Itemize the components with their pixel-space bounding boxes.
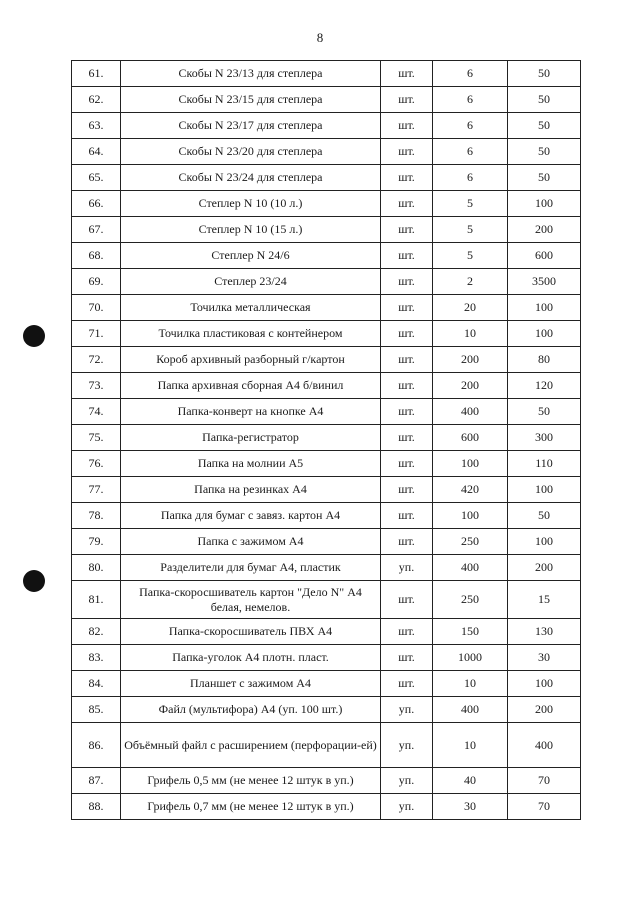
- item-quantity: 100: [433, 451, 508, 477]
- item-number: 65.: [72, 165, 121, 191]
- table-row: [72, 61, 581, 87]
- table-row: [72, 425, 581, 451]
- table-row: [72, 619, 581, 645]
- item-quantity: 1000: [433, 645, 508, 671]
- item-price: 3500: [508, 269, 581, 295]
- item-name: Папка-уголок А4 плотн. пласт.: [121, 645, 381, 671]
- item-quantity: 250: [433, 529, 508, 555]
- item-unit: шт.: [381, 399, 433, 425]
- item-price: 100: [508, 477, 581, 503]
- item-number: 83.: [72, 645, 121, 671]
- item-unit: шт.: [381, 503, 433, 529]
- item-name: Скобы N 23/17 для степлера: [121, 113, 381, 139]
- table-row: [72, 243, 581, 269]
- item-name: Точилка пластиковая с контейнером: [121, 321, 381, 347]
- table-row: [72, 697, 581, 723]
- item-name: Объёмный файл с расширением (перфорации-ей): [121, 723, 381, 768]
- table-row: [72, 269, 581, 295]
- item-price: 100: [508, 321, 581, 347]
- item-quantity: 6: [433, 165, 508, 191]
- item-unit: шт.: [381, 373, 433, 399]
- item-quantity: 5: [433, 243, 508, 269]
- table-row: [72, 321, 581, 347]
- item-quantity: 600: [433, 425, 508, 451]
- item-number: 72.: [72, 347, 121, 373]
- table-row: [72, 191, 581, 217]
- table-row: [72, 347, 581, 373]
- item-price: 50: [508, 503, 581, 529]
- table-row: [72, 295, 581, 321]
- item-unit: шт.: [381, 645, 433, 671]
- table-row: [72, 581, 581, 619]
- item-number: 62.: [72, 87, 121, 113]
- item-name: Скобы N 23/13 для степлера: [121, 61, 381, 87]
- punch-hole-mark: [23, 570, 45, 592]
- items-table: [71, 60, 581, 820]
- item-quantity: 200: [433, 347, 508, 373]
- table-row: [72, 645, 581, 671]
- table-row: [72, 671, 581, 697]
- item-number: 64.: [72, 139, 121, 165]
- item-quantity: 400: [433, 555, 508, 581]
- item-number: 63.: [72, 113, 121, 139]
- item-name: Папка-конверт на кнопке А4: [121, 399, 381, 425]
- item-price: 130: [508, 619, 581, 645]
- item-price: 100: [508, 529, 581, 555]
- item-quantity: 100: [433, 503, 508, 529]
- table-row: [72, 794, 581, 820]
- item-price: 200: [508, 217, 581, 243]
- item-price: 70: [508, 794, 581, 820]
- items-table-body: [72, 61, 581, 820]
- item-name: Грифель 0,7 мм (не менее 12 штук в уп.): [121, 794, 381, 820]
- item-number: 86.: [72, 723, 121, 768]
- table-row: [72, 555, 581, 581]
- item-name: Скобы N 23/20 для степлера: [121, 139, 381, 165]
- item-quantity: 400: [433, 399, 508, 425]
- item-name: Папка с зажимом А4: [121, 529, 381, 555]
- item-number: 69.: [72, 269, 121, 295]
- table-row: [72, 723, 581, 768]
- item-unit: уп.: [381, 723, 433, 768]
- item-name: Точилка металлическая: [121, 295, 381, 321]
- item-unit: шт.: [381, 87, 433, 113]
- item-price: 100: [508, 671, 581, 697]
- item-quantity: 40: [433, 768, 508, 794]
- item-number: 80.: [72, 555, 121, 581]
- item-unit: шт.: [381, 295, 433, 321]
- item-name: Папка на резинках А4: [121, 477, 381, 503]
- item-number: 82.: [72, 619, 121, 645]
- item-number: 71.: [72, 321, 121, 347]
- table-row: [72, 87, 581, 113]
- item-number: 77.: [72, 477, 121, 503]
- item-price: 100: [508, 295, 581, 321]
- item-quantity: 6: [433, 139, 508, 165]
- item-price: 600: [508, 243, 581, 269]
- item-unit: шт.: [381, 191, 433, 217]
- item-unit: шт.: [381, 243, 433, 269]
- item-price: 30: [508, 645, 581, 671]
- item-unit: уп.: [381, 768, 433, 794]
- item-unit: шт.: [381, 113, 433, 139]
- item-unit: шт.: [381, 619, 433, 645]
- item-quantity: 6: [433, 113, 508, 139]
- item-price: 400: [508, 723, 581, 768]
- table-row: [72, 399, 581, 425]
- item-quantity: 5: [433, 217, 508, 243]
- table-row: [72, 529, 581, 555]
- item-number: 70.: [72, 295, 121, 321]
- item-number: 88.: [72, 794, 121, 820]
- item-name: Скобы N 23/24 для степлера: [121, 165, 381, 191]
- item-number: 87.: [72, 768, 121, 794]
- item-price: 50: [508, 87, 581, 113]
- item-quantity: 420: [433, 477, 508, 503]
- table-row: [72, 139, 581, 165]
- item-quantity: 10: [433, 671, 508, 697]
- item-quantity: 400: [433, 697, 508, 723]
- item-name: Степлер 23/24: [121, 269, 381, 295]
- item-name: Папка для бумаг с завяз. картон А4: [121, 503, 381, 529]
- item-number: 73.: [72, 373, 121, 399]
- item-price: 120: [508, 373, 581, 399]
- item-unit: шт.: [381, 347, 433, 373]
- item-quantity: 6: [433, 87, 508, 113]
- item-name: Папка-скоросшиватель картон "Дело N" А4 белая, немелов.: [121, 581, 381, 619]
- table-row: [72, 217, 581, 243]
- item-unit: шт.: [381, 477, 433, 503]
- item-name: Папка на молнии А5: [121, 451, 381, 477]
- item-price: 100: [508, 191, 581, 217]
- item-price: 80: [508, 347, 581, 373]
- item-price: 50: [508, 139, 581, 165]
- item-number: 61.: [72, 61, 121, 87]
- item-number: 78.: [72, 503, 121, 529]
- table-row: [72, 373, 581, 399]
- item-unit: шт.: [381, 581, 433, 619]
- item-unit: шт.: [381, 425, 433, 451]
- table-row: [72, 451, 581, 477]
- table-row: [72, 477, 581, 503]
- table-row: [72, 503, 581, 529]
- item-price: 15: [508, 581, 581, 619]
- item-name: Скобы N 23/15 для степлера: [121, 87, 381, 113]
- item-unit: шт.: [381, 61, 433, 87]
- item-name: Степлер N 10 (15 л.): [121, 217, 381, 243]
- item-number: 67.: [72, 217, 121, 243]
- table-row: [72, 768, 581, 794]
- item-number: 81.: [72, 581, 121, 619]
- item-name: Папка-скоросшиватель ПВХ А4: [121, 619, 381, 645]
- item-name: Планшет с зажимом А4: [121, 671, 381, 697]
- item-quantity: 20: [433, 295, 508, 321]
- item-number: 75.: [72, 425, 121, 451]
- item-quantity: 150: [433, 619, 508, 645]
- item-unit: уп.: [381, 794, 433, 820]
- item-name: Степлер N 10 (10 л.): [121, 191, 381, 217]
- item-quantity: 250: [433, 581, 508, 619]
- item-number: 79.: [72, 529, 121, 555]
- item-quantity: 10: [433, 321, 508, 347]
- item-unit: шт.: [381, 217, 433, 243]
- item-name: Разделители для бумаг А4, пластик: [121, 555, 381, 581]
- table-row: [72, 165, 581, 191]
- item-unit: шт.: [381, 321, 433, 347]
- item-number: 84.: [72, 671, 121, 697]
- item-unit: шт.: [381, 139, 433, 165]
- item-unit: уп.: [381, 555, 433, 581]
- item-price: 110: [508, 451, 581, 477]
- item-unit: шт.: [381, 529, 433, 555]
- item-unit: шт.: [381, 451, 433, 477]
- item-unit: шт.: [381, 269, 433, 295]
- item-price: 50: [508, 165, 581, 191]
- item-number: 74.: [72, 399, 121, 425]
- table-row: [72, 113, 581, 139]
- item-price: 50: [508, 113, 581, 139]
- punch-hole-mark: [23, 325, 45, 347]
- item-quantity: 2: [433, 269, 508, 295]
- item-number: 66.: [72, 191, 121, 217]
- item-price: 50: [508, 61, 581, 87]
- item-quantity: 6: [433, 61, 508, 87]
- item-name: Грифель 0,5 мм (не менее 12 штук в уп.): [121, 768, 381, 794]
- item-price: 50: [508, 399, 581, 425]
- item-name: Папка архивная сборная А4 б/винил: [121, 373, 381, 399]
- item-price: 200: [508, 555, 581, 581]
- item-number: 68.: [72, 243, 121, 269]
- item-price: 200: [508, 697, 581, 723]
- page-number: 8: [316, 30, 324, 45]
- item-price: 70: [508, 768, 581, 794]
- item-quantity: 30: [433, 794, 508, 820]
- item-name: Файл (мультифора) А4 (уп. 100 шт.): [121, 697, 381, 723]
- item-unit: шт.: [381, 671, 433, 697]
- item-number: 76.: [72, 451, 121, 477]
- item-name: Степлер N 24/6: [121, 243, 381, 269]
- item-unit: шт.: [381, 165, 433, 191]
- item-quantity: 200: [433, 373, 508, 399]
- item-quantity: 10: [433, 723, 508, 768]
- item-name: Короб архивный разборный г/картон: [121, 347, 381, 373]
- item-name: Папка-регистратор: [121, 425, 381, 451]
- item-number: 85.: [72, 697, 121, 723]
- item-quantity: 5: [433, 191, 508, 217]
- item-price: 300: [508, 425, 581, 451]
- item-unit: уп.: [381, 697, 433, 723]
